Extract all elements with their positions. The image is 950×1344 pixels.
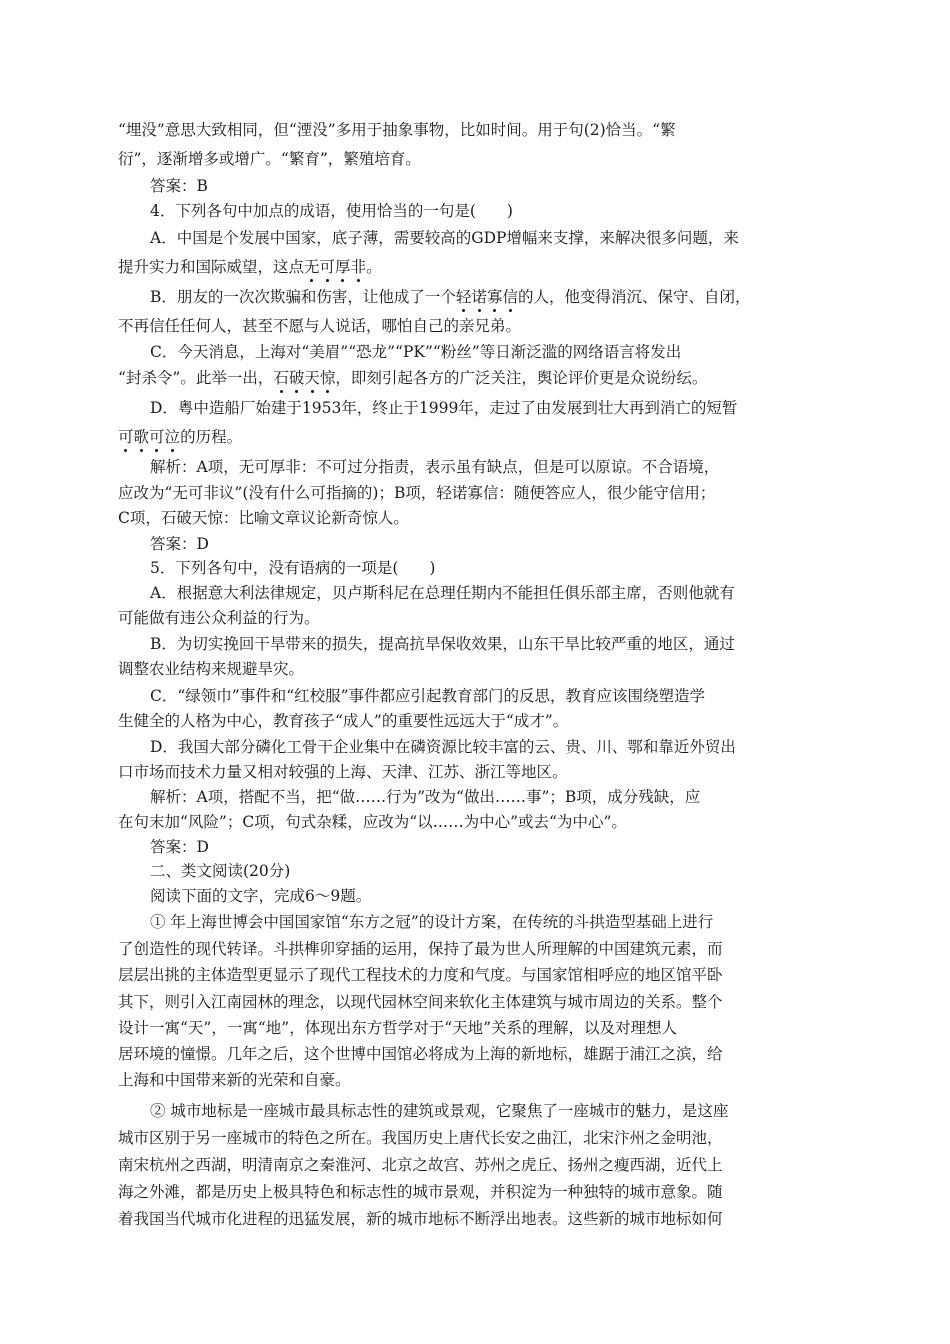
emphasis-dot-char: 泣 (164, 428, 181, 446)
option-a: A．根据意大利法律规定，贝卢斯科尼在总理任期内不能担任俱乐部主席，否则他就有 (150, 584, 735, 602)
option-c: C．今天消息，上海对“美眉”“恐龙”“PK”“粉丝”等日渐泛滥的网络语言将发出 (150, 343, 682, 361)
emphasis-dot-char: 可 (149, 428, 165, 446)
answer-line: 答案：D (150, 535, 209, 553)
option-b: B．朋友的一次次欺骗和伤害，让他成了一个轻诺寡信的人，他变得消沉、保守、自闭， (150, 288, 751, 306)
text-line: 口市场而技术力量又相对较强的上海、天津、江苏、浙江等地区。 (118, 763, 568, 781)
question-5-stem: 5．下列各句中，没有语病的一项是( ) (150, 559, 436, 577)
instruction-line: 阅读下面的文字，完成6～9题。 (150, 887, 372, 905)
emphasis-dot-char: 轻 (455, 288, 472, 306)
text-line: 可能做有违公众利益的行为。 (118, 609, 320, 627)
text-line: 在句末加“风险”；C项，句式杂糅，应改为“以……为中心”或去“为中心”。 (118, 813, 627, 831)
paragraph-1-line: 了创造性的现代转译。斗拱榫卯穿插的运用，保持了最为世人所理解的中国建筑元素，而 (118, 940, 723, 958)
option-d-continued: 可歌可泣的历程。 (118, 428, 243, 446)
section-heading: 二、类文阅读(20分) (150, 862, 291, 880)
paragraph-1-line: 设计一寓“天”，一寓“地”，体现出东方哲学对于“天地”关系的理解，以及对理想人 (118, 1019, 678, 1037)
text-line: C项，石破天惊：比喻文章议论新奇惊人。 (118, 509, 409, 527)
paragraph-2-line: 城市区别于另一座城市的特色之所在。我国历史上唐代长安之曲江，北宋汴州之金明池， (118, 1129, 723, 1147)
emphasis-dot-char: 可 (319, 258, 336, 276)
text-line: 不再信任任何人，甚至不愿与人说话，哪怕自己的亲兄弟。 (118, 317, 522, 335)
emphasis-dot-char: 歌 (133, 428, 150, 446)
option-b: B．为切实挽回干旱带来的损失，提高抗旱保收效果，山东干旱比较严重的地区，通过 (150, 635, 735, 653)
emphasis-dot-char: 石 (273, 369, 289, 387)
text-line: 衍”，逐渐增多或增广。“繁育”，繁殖培育。 (118, 150, 421, 168)
paragraph-1-line: 居环境的憧憬。几年之后，这个世博中国馆必将成为上海的新地标，雄踞于浦江之滨，给 (118, 1045, 723, 1063)
dotted-idiom (118, 428, 180, 446)
option-c-continued: “封杀令”。此举一出，石破天惊，即刻引起各方的广泛关注，舆论评价更是众说纷纭。 (118, 369, 708, 387)
dotted-idiom (273, 369, 335, 387)
emphasis-dot-char: 信 (502, 288, 518, 306)
dotted-idiom (304, 258, 366, 276)
text-line: 应改为“无可非议”(没有什么可指摘的)；B项，轻诺寡信：随便答应人，很少能守信用； (118, 484, 716, 502)
emphasis-dot-char: 非 (350, 258, 367, 276)
text-line: “埋没”意思大致相同，但“湮没”多用于抽象事物，比如时间。用于句(2)恰当。“繁 (118, 121, 676, 139)
answer-line: 答案：D (150, 838, 209, 856)
paragraph-2-line: 着我国当代城市化进程的迅猛发展，新的城市地标不断浮出地表。这些新的城市地标如何 (118, 1210, 723, 1228)
option-d: D．粤中造船厂始建于1953年，终止于1999年，走过了由发展到壮大再到消亡的短暂 (150, 399, 738, 417)
answer-line: 答案：B (150, 177, 208, 195)
emphasis-dot-char: 惊 (319, 369, 336, 387)
emphasis-dot-char: 诺 (471, 288, 487, 306)
emphasis-dot-char: 天 (304, 369, 320, 387)
emphasis-dot-char: 厚 (335, 258, 351, 276)
paragraph-2-line: ② 城市地标是一座城市最具标志性的建筑或景观，它聚焦了一座城市的魅力，是这座 (150, 1102, 729, 1120)
option-a-continued: 提升实力和国际威望，这点无可厚非。 (118, 258, 382, 276)
paragraph-1-line: 层层出挑的主体造型更显示了现代工程技术的力度和气度。与国家馆相呼应的地区馆平卧 (118, 966, 723, 984)
emphasis-dot-char: 可 (118, 428, 134, 446)
option-d: D．我国大部分磷化工骨干企业集中在磷资源比较丰富的云、贵、川、鄂和靠近外贸出 (150, 738, 736, 756)
question-4-stem: 4．下列各句中加点的成语，使用恰当的一句是( ) (150, 202, 513, 220)
dotted-idiom (456, 288, 518, 306)
paragraph-1-line: 其下，则引入江南园林的理念，以现代园林空间来软化主体建筑与城市周边的关系。整个 (118, 993, 723, 1011)
analysis-line: 解析：A项，无可厚非：不可过分指责，表示虽有缺点，但是可以原谅。不合语境， (150, 458, 720, 476)
option-a: A．中国是个发展中国家，底子薄，需要较高的GDP增幅来支撑，来解决很多问题，来 (150, 229, 739, 247)
paragraph-2-line: 南宋杭州之西湖，明清南京之秦淮河、北京之故宫、苏州之虎丘、扬州之瘦西湖，近代上 (118, 1156, 723, 1174)
emphasis-dot-char: 无 (304, 258, 320, 276)
paragraph-2-line: 海之外滩，都是历史上极具特色和标志性的城市景观，并积淀为一种独特的城市意象。随 (118, 1183, 723, 1201)
analysis-line: 解析：A项，搭配不当，把“做……行为”改为“做出……事”；B项，成分残缺，应 (150, 788, 701, 806)
text-line: 调整农业结构来规避旱灾。 (118, 660, 305, 678)
paragraph-1-line: 上海和中国带来新的光荣和自豪。 (118, 1071, 351, 1089)
option-c: C．“绿领巾”事件和“红校服”事件都应引起教育部门的反思，教育应该围绕塑造学 (150, 687, 706, 705)
emphasis-dot-char: 破 (288, 369, 305, 387)
paragraph-1-line: ① 年上海世博会中国国家馆“东方之冠”的设计方案，在传统的斗拱造型基础上进行 (150, 913, 714, 931)
emphasis-dot-char: 寡 (486, 288, 503, 306)
text-line: 生健全的人格为中心，教育孩子“成人”的重要性远远大于“成才”。 (118, 712, 569, 730)
